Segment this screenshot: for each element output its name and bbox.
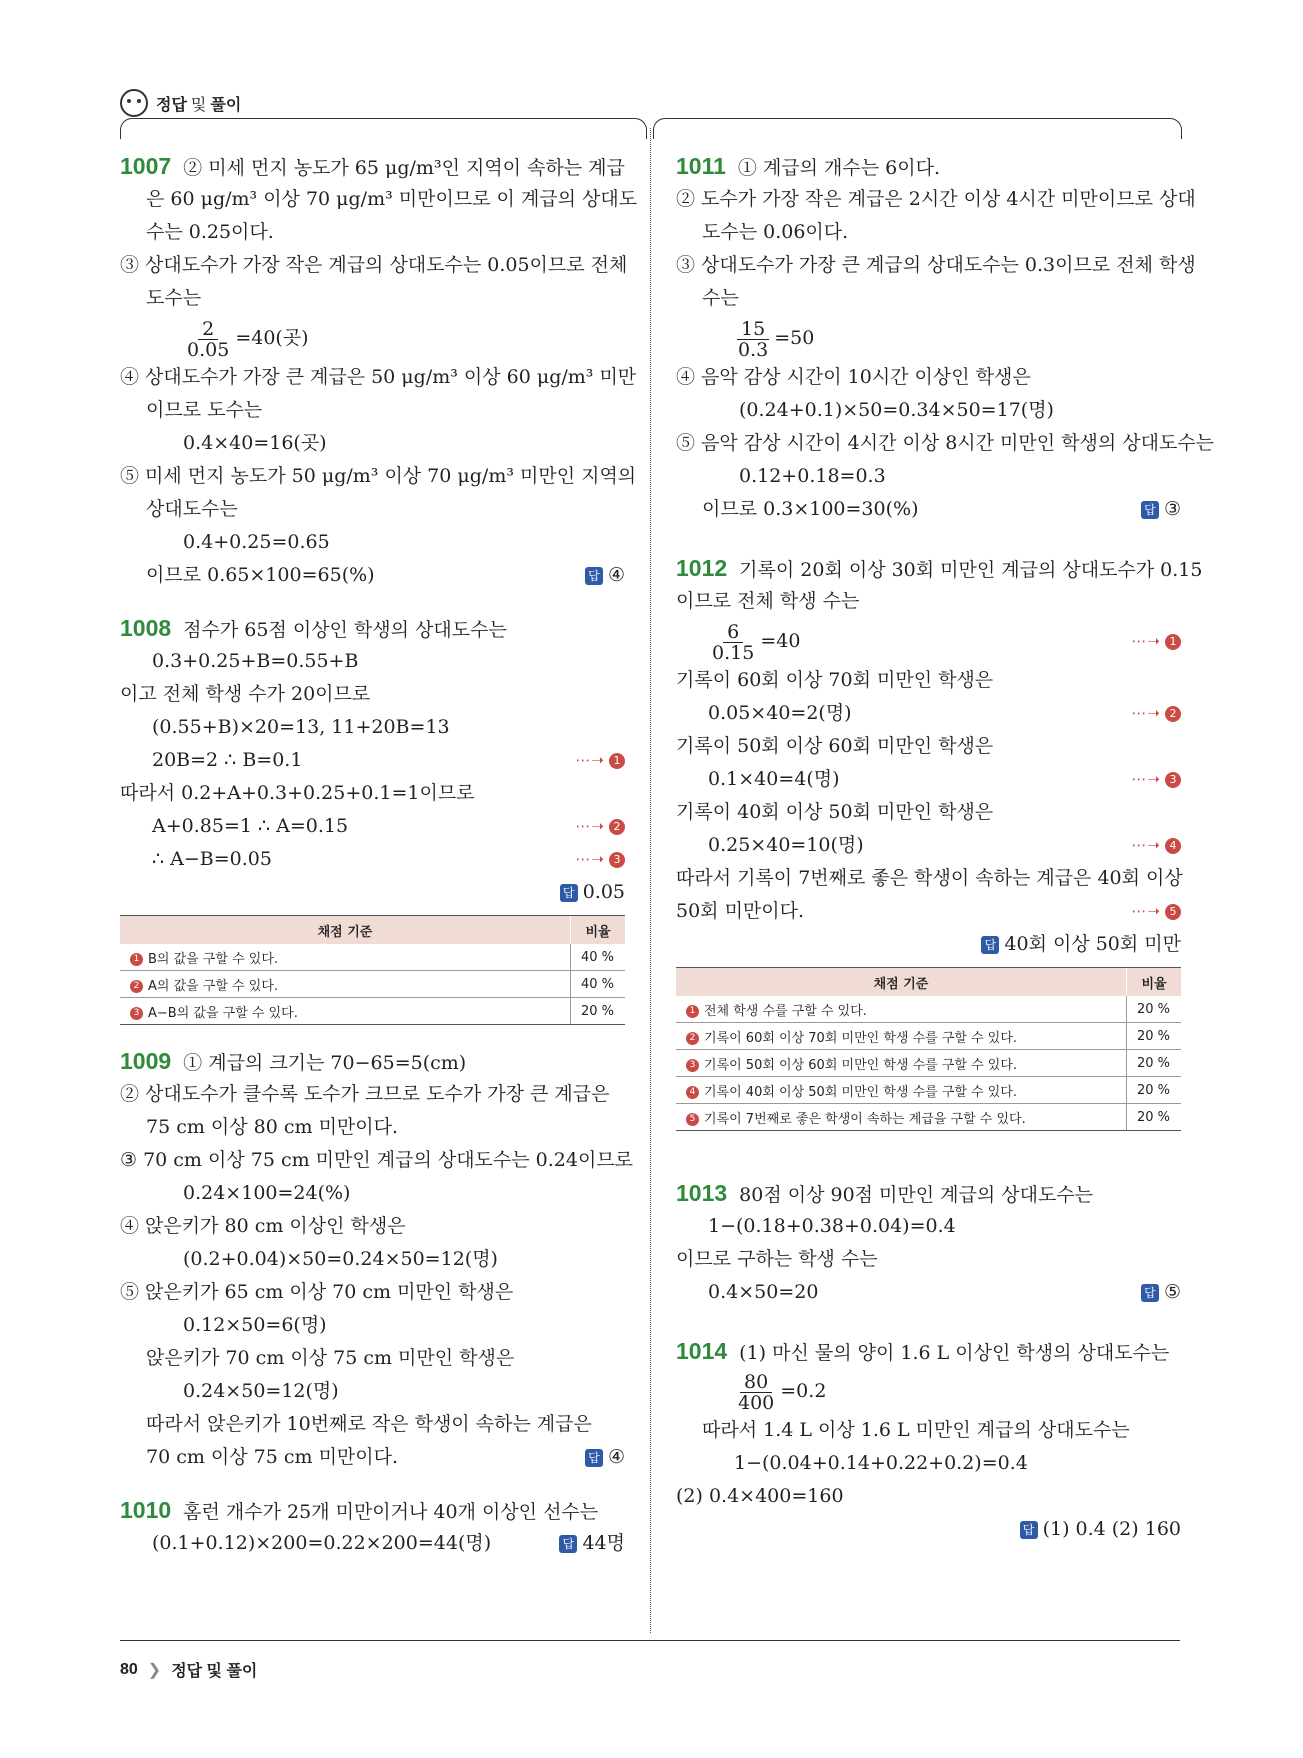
solution-line: ③ 70 cm 이상 75 cm 미만인 계급의 상대도수는 0.24이므로 [120, 1149, 634, 1171]
solution-line: 상대도수는 [146, 498, 238, 520]
step-marker-1: ⋯➝ 1 [575, 744, 625, 777]
answer: 답 (1) 0.4 (2) 160 [1020, 1513, 1181, 1546]
problem-number: 1007 [120, 153, 172, 179]
problem-number: 1014 [676, 1338, 728, 1364]
solution-line: ② 미세 먼지 농도가 65 μg/m³인 지역이 속하는 계급 [183, 157, 625, 179]
answer: 답 ④ [585, 559, 625, 592]
answer: 답 40회 이상 50회 미만 [981, 928, 1181, 961]
footer-title: 정답 및 풀이 [171, 1663, 258, 1680]
step-marker-4: ⋯➝ 4 [1131, 829, 1181, 862]
solution-line: 0.24×100=24(%) [183, 1182, 351, 1204]
step-marker-3: ⋯➝ 3 [1131, 763, 1181, 796]
solution-line: ④ 상대도수가 가장 큰 계급은 50 μg/m³ 이상 60 μg/m³ 미만 [120, 366, 637, 388]
solution-line: 이므로 구하는 학생 수는 [676, 1248, 878, 1270]
problem-number: 1008 [120, 615, 172, 641]
step-marker-2: ⋯➝ 2 [1131, 697, 1181, 730]
solution-line: (1) 마신 물의 양이 1.6 L 이상인 학생의 상대도수는 [739, 1342, 1170, 1364]
table-row: 1 B의 값을 구할 수 있다. 40 % [120, 944, 625, 971]
header-light: 및 [190, 94, 207, 114]
solution-line: ∴ A−B=0.05 [152, 848, 272, 870]
solution-line: ① 계급의 크기는 70−65=5(cm) [183, 1052, 467, 1074]
solution-line: ④ 앉은키가 80 cm 이상인 학생은 [120, 1215, 406, 1237]
solution-line: A+0.85=1 ∴ A=0.15 [152, 815, 349, 837]
problem-number: 1009 [120, 1048, 172, 1074]
problem-1010 [120, 1494, 625, 1560]
solution-line: 이므로 0.65×100=65(%) [146, 564, 375, 586]
solution-line: 은 60 μg/m³ 이상 70 μg/m³ 미만이므로 이 계급의 상대도 [146, 188, 638, 210]
solution-line: 1−(0.04+0.14+0.22+0.2)=0.4 [734, 1452, 1028, 1474]
table-row: 4 기록이 40회 이상 50회 미만인 학생 수를 구할 수 있다. 20 % [676, 1077, 1181, 1104]
answer: 답 ⑤ [1141, 1276, 1181, 1309]
problem-1013 [676, 1177, 1181, 1309]
footer-rule [120, 1640, 1180, 1641]
solution-line: 따라서 1.4 L 이상 1.6 L 미만인 계급의 상대도수는 [702, 1419, 1130, 1441]
solution-line: (2) 0.4×400=160 [676, 1485, 844, 1507]
answer-icon: 답 [560, 884, 578, 902]
solution-line: ⑤ 앉은키가 65 cm 이상 70 cm 미만인 학생은 [120, 1281, 514, 1303]
answer-icon: 답 [1141, 1284, 1159, 1302]
right-column [676, 150, 1215, 1566]
fraction-line: $\frac{80}{400}$ =0.2 [676, 1368, 1181, 1414]
problem-1009 [120, 1045, 634, 1474]
fraction: $\frac{6}{0.15}$ [712, 620, 755, 664]
solution-line: 0.12×50=6(명) [183, 1314, 327, 1336]
solution-line: 0.3+0.25+B=0.55+B [152, 650, 359, 672]
table-row: 1 전체 학생 수를 구할 수 있다. 20 % [676, 996, 1181, 1023]
solution-line: 75 cm 이상 80 cm 미만이다. [146, 1116, 399, 1138]
problem-number: 1012 [676, 555, 728, 581]
answer: 답 44명 [559, 1527, 625, 1560]
solution-line: ② 도수가 가장 작은 계급은 2시간 이상 4시간 미만이므로 상대 [676, 188, 1196, 210]
grading-header: 채점 기준 [676, 968, 1127, 997]
answer-icon: 답 [559, 1535, 577, 1553]
solution-line: ⑤ 음악 감상 시간이 4시간 이상 8시간 미만인 학생의 상대도수는 [676, 432, 1215, 454]
grading-table [120, 915, 625, 1025]
solution-line: (0.55+B)×20=13, 11+20B=13 [152, 716, 450, 738]
page-footer [120, 1658, 257, 1681]
solution-line: 수는 0.25이다. [146, 221, 274, 243]
right-column-frame [653, 118, 1182, 139]
answer: 답 0.05 [560, 876, 625, 909]
solution-line: 20B=2 ∴ B=0.1 [152, 749, 303, 771]
solution-line: ⑤ 미세 먼지 농도가 50 μg/m³ 이상 70 μg/m³ 미만인 지역의 [120, 465, 637, 487]
table-row: 2 기록이 60회 이상 70회 미만인 학생 수를 구할 수 있다. 20 % [676, 1023, 1181, 1050]
problem-1008 [120, 612, 625, 1025]
problem-1014 [676, 1335, 1181, 1546]
ratio-header: 비율 [571, 916, 626, 945]
chevron-right-icon: ❯ [147, 1661, 162, 1679]
solution-line: (0.1+0.12)×200=0.22×200=44(명) [152, 1532, 492, 1554]
solution-line: 80점 이상 90점 미만인 계급의 상대도수는 [739, 1184, 1094, 1206]
column-divider [650, 128, 651, 1633]
solution-line: 0.4×50=20 [708, 1281, 819, 1303]
table-row: 5 기록이 7번째로 좋은 학생이 속하는 계급을 구할 수 있다. 20 % [676, 1104, 1181, 1131]
problem-1007 [120, 150, 638, 592]
left-column-frame [120, 118, 647, 139]
answer-icon: 답 [585, 1449, 603, 1467]
solution-line: 따라서 0.2+A+0.3+0.25+0.1=1이므로 [120, 782, 475, 804]
table-row: 2 A의 값을 구할 수 있다. 40 % [120, 971, 625, 998]
solution-line: 50회 미만이다. [676, 900, 805, 922]
solution-line: 이므로 전체 학생 수는 [676, 590, 860, 612]
solution-line: 70 cm 이상 75 cm 미만이다. [146, 1446, 399, 1468]
solution-line: ① 계급의 개수는 6이다. [737, 157, 940, 179]
answer-icon: 답 [1141, 501, 1159, 519]
step-marker-1: ⋯➝ 1 [1131, 618, 1181, 664]
answer: 답 ③ [1141, 493, 1181, 526]
solution-line: 0.4×40=16(곳) [183, 432, 327, 454]
grading-table [676, 967, 1181, 1131]
solution-line: 0.1×40=4(명) [708, 768, 840, 790]
solution-line: 따라서 앉은키가 10번째로 작은 학생이 속하는 계급은 [146, 1413, 592, 1435]
solution-line: 홈런 개수가 25개 미만이거나 40개 이상인 선수는 [183, 1501, 599, 1523]
step-marker-5: ⋯➝ 5 [1131, 895, 1181, 928]
answer: 답 ④ [585, 1441, 625, 1474]
solution-line: 도수는 [146, 287, 202, 309]
header-bold-1: 정답 [156, 94, 187, 114]
solution-line: 0.05×40=2(명) [708, 702, 852, 724]
solution-line: 이므로 도수는 [146, 399, 263, 421]
solution-line: 기록이 20회 이상 30회 미만인 계급의 상대도수가 0.15 [739, 559, 1203, 581]
solution-line: 수는 [702, 287, 739, 309]
solution-line: ③ 상대도수가 가장 작은 계급의 상대도수는 0.05이므로 전체 [120, 254, 628, 276]
step-marker-2: ⋯➝ 2 [575, 810, 625, 843]
solution-line: (0.2+0.04)×50=0.24×50=12(명) [183, 1248, 498, 1270]
solution-line: 0.25×40=10(명) [708, 834, 864, 856]
fraction-line: $\frac{2}{0.05}$ =40(곳) [120, 315, 625, 361]
solution-line: 기록이 40회 이상 50회 미만인 학생은 [676, 801, 994, 823]
solution-line: 0.4+0.25=0.65 [183, 531, 330, 553]
fraction-line: $\frac{15}{0.3}$ =50 [676, 315, 1181, 361]
solution-line: 0.12+0.18=0.3 [739, 465, 886, 487]
solution-line: 1−(0.18+0.38+0.04)=0.4 [708, 1215, 956, 1237]
solution-line: (0.24+0.1)×50=0.34×50=17(명) [739, 399, 1054, 421]
page-number: 80 [120, 1660, 138, 1678]
table-row: 3 A−B의 값을 구할 수 있다. 20 % [120, 998, 625, 1025]
problem-1011 [676, 150, 1215, 526]
fraction: $\frac{80}{400}$ [738, 1370, 775, 1414]
problem-number: 1010 [120, 1497, 172, 1523]
answer-icon: 답 [585, 567, 603, 585]
page-header [120, 88, 241, 118]
mascot-icon [120, 89, 148, 117]
solution-line: ② 상대도수가 클수록 도수가 크므로 도수가 가장 큰 계급은 [120, 1083, 610, 1105]
solution-line: ④ 음악 감상 시간이 10시간 이상인 학생은 [676, 366, 1031, 388]
solution-line: 0.24×50=12(명) [183, 1380, 339, 1402]
solution-line: 기록이 50회 이상 60회 미만인 학생은 [676, 735, 994, 757]
left-column [120, 150, 638, 1580]
solution-line: 도수는 0.06이다. [702, 221, 849, 243]
step-marker-3: ⋯➝ 3 [575, 843, 625, 876]
solution-line: 점수가 65점 이상인 학생의 상대도수는 [183, 619, 507, 641]
problem-1012: 1012 기록이 20회 이상 30회 미만인 계급의 상대도수가 0.15 이므로 전체 학생 수는 $\frac{6}{0.15}$ =40 ⋯➝ 1 기록이 60회 이상 70회 미만인 학생은 0.05×40=2(명) ⋯➝ 2 기록이 50회 이상 60회 미만인 학생은 0.1×40=4(명) ⋯➝ 3 기록이 40회 이상 50회 미만인 학생은 0.25×40=10(명) ⋯➝ 4 따라서 기록이 7번째로 좋은 학생이 속하는 계급은 40회 이상 50회 미만이다. ⋯➝ 5 답 40회 이상 50회 미만 채점 기준 비율 1 전체 학생 수를 구할 수 있다. 20 % 2 기록이 60회 이상 70회 미만인 학생 수를 구할 수 있다. 20 % 3 기록이 50회 이상 60회 미만인 학생 수를 구할 수 있다. 20 % 4 기록이 40회 이상 50회 미만인 학생 수를 구할 수 있다. 20 % 5 기록이 7번째로 좋은 학생이 속하는 계급을 구할 수 있다. 20 % [676, 552, 1181, 1131]
solution-line: ③ 상대도수가 가장 큰 계급의 상대도수는 0.3이므로 전체 학생 [676, 254, 1196, 276]
solution-line: 이고 전체 학생 수가 20이므로 [120, 683, 371, 705]
answer-icon: 답 [981, 936, 999, 954]
table-row: 3 기록이 50회 이상 60회 미만인 학생 수를 구할 수 있다. 20 % [676, 1050, 1181, 1077]
fraction: $\frac{2}{0.05}$ [187, 317, 230, 361]
problem-number: 1011 [676, 153, 726, 179]
solution-line: 따라서 기록이 7번째로 좋은 학생이 속하는 계급은 40회 이상 [676, 867, 1183, 889]
solution-line: 앉은키가 70 cm 이상 75 cm 미만인 학생은 [146, 1347, 515, 1369]
solution-line: 이므로 0.3×100=30(%) [702, 498, 919, 520]
problem-number: 1013 [676, 1180, 728, 1206]
solution-line: 기록이 60회 이상 70회 미만인 학생은 [676, 669, 994, 691]
grading-header: 채점 기준 [120, 916, 571, 945]
header-bold-2: 풀이 [210, 94, 242, 114]
ratio-header: 비율 [1127, 968, 1182, 997]
answer-icon: 답 [1020, 1521, 1038, 1539]
fraction: $\frac{15}{0.3}$ [738, 317, 769, 361]
